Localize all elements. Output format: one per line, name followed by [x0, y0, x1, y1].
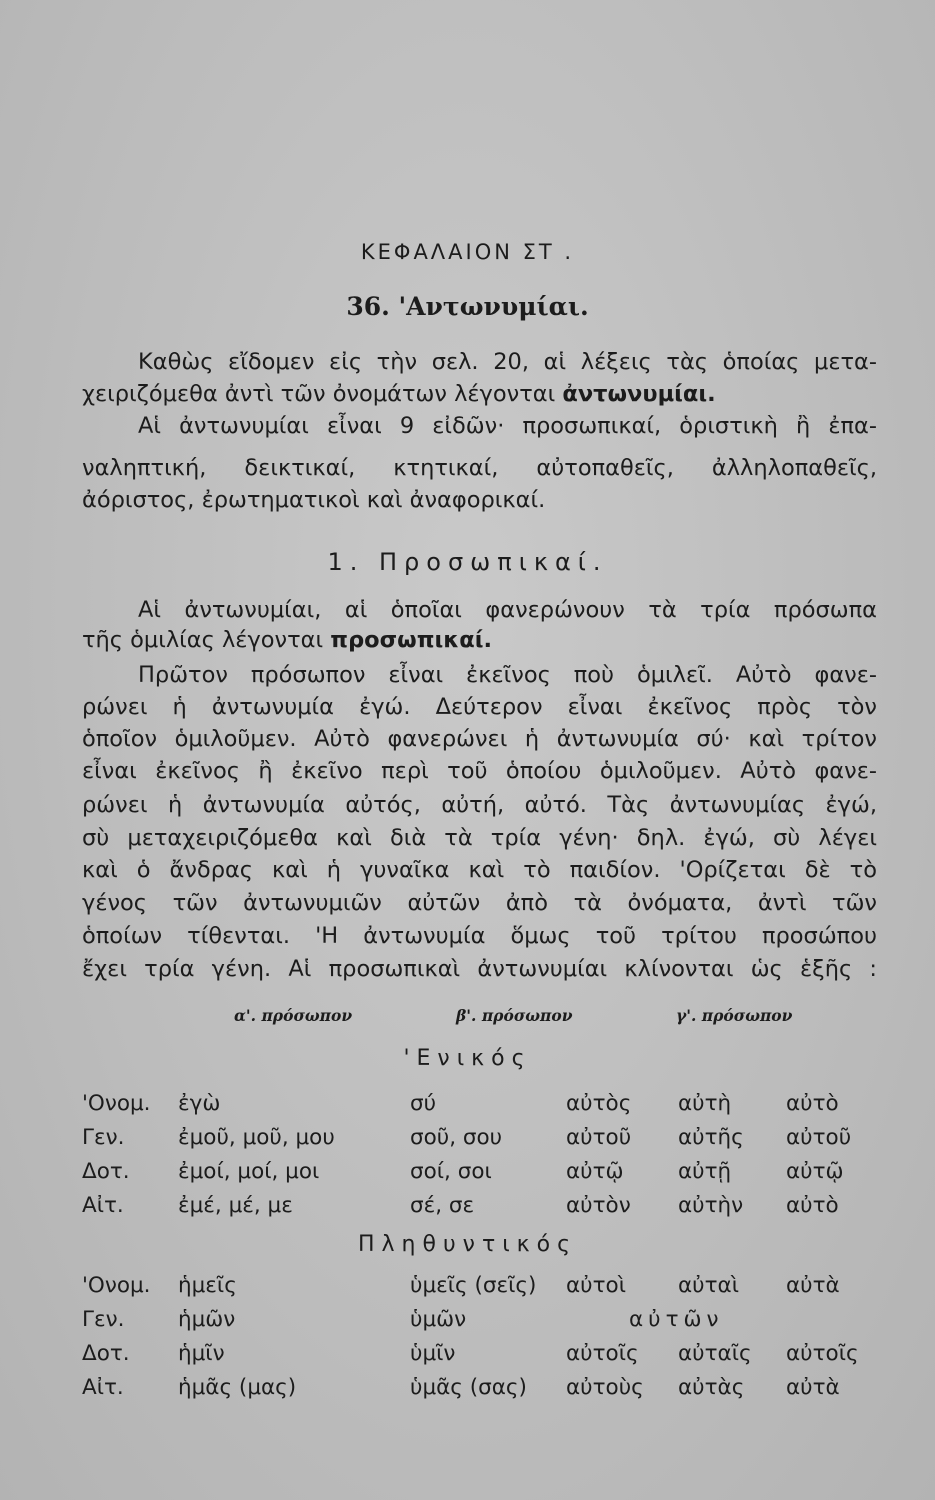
paragraph-line: καὶ ὁ ἄνδρας καὶ ἡ γυναῖκα καὶ τὸ παιδίον. 'Ορίζεται δὲ τὸ	[82, 857, 877, 883]
case-label: 'Ονομ.	[82, 1273, 151, 1298]
second-person-header: β'. πρόσωπον	[456, 1006, 573, 1025]
case-label: Γεν.	[82, 1307, 125, 1332]
table-cell: αὐτοῖς	[786, 1341, 859, 1366]
table-cell: αὐτὸ	[786, 1193, 839, 1218]
table-cell: αὐτῷ	[566, 1159, 624, 1184]
paragraph-line: Πρῶτον πρόσωπον εἶναι ἐκεῖνος ποὺ ὁμιλεῖ. Αὐτὸ φανε-	[138, 662, 877, 688]
paragraph-line	[82, 625, 877, 655]
paragraph-line: σὺ μεταχειριζόμεθα καὶ διὰ τὰ τρία γένη· δηλ. ἐγώ, σὺ λέγει	[82, 825, 877, 851]
table-row	[0, 1270, 935, 1302]
section-title: 36. 'Αντωνυμίαι.	[346, 292, 589, 321]
case-label: Αἰτ.	[82, 1375, 124, 1400]
table-cell: ἡμεῖς	[178, 1273, 237, 1298]
table-cell: ὑμᾶς (σας)	[410, 1375, 527, 1400]
table-cell: αὐτῆς	[678, 1125, 744, 1150]
table-cell: σέ, σε	[410, 1193, 475, 1218]
paragraph-line: γένος τῶν ἀντωνυμιῶν αὐτῶν ἀπὸ τὰ ὀνόματα, ἀντὶ τῶν	[82, 890, 877, 916]
table-cell: αὐταὶ	[678, 1273, 740, 1298]
first-person-header: α'. πρόσωπον	[234, 1006, 353, 1025]
table-cell: αὐτὸν	[566, 1193, 631, 1218]
paragraph-line: ἔχει τρία γένη. Αἱ προσωπικαὶ ἀντωνυμίαι κλίνονται ὡς ἑξῆς :	[82, 956, 877, 982]
table-row	[0, 1372, 935, 1404]
singular-heading: 'Ενικός	[403, 1046, 532, 1071]
emphasized-term: προσωπικαί.	[330, 627, 493, 653]
paragraph-line: Αἱ ἀντωνυμίαι εἶναι 9 εἰδῶν· προσωπικαί, ὁριστικὴ ἢ ἐπα-	[138, 413, 877, 439]
table-cell: αὐτὸ	[786, 1091, 839, 1116]
case-label: Αἰτ.	[82, 1193, 124, 1218]
table-cell: αὐτὸς	[566, 1091, 632, 1116]
table-cell: αὐτῇ	[678, 1159, 732, 1184]
table-cell-merged: αὐτῶν	[629, 1307, 724, 1332]
case-label: 'Ονομ.	[82, 1091, 151, 1116]
table-cell: αὐταῖς	[678, 1341, 752, 1366]
paragraph-line: ρώνει ἡ ἀντωνυμία αὐτός, αὐτή, αὐτό. Τὰς ἀντωνυμίας ἐγώ,	[82, 792, 877, 818]
table-cell: ὑμεῖς (σεῖς)	[410, 1273, 537, 1298]
table-cell: αὐτοῦ	[786, 1125, 852, 1150]
table-cell: σύ	[410, 1091, 437, 1116]
paragraph-line: εἶναι ἐκεῖνος ἢ ἐκεῖνο περὶ τοῦ ὁποίου ὁμιλοῦμεν. Αὐτὸ φανε-	[82, 758, 877, 784]
paragraph-line: ναληπτική, δεικτικαί, κτητικαί, αὐτοπαθεῖς, ἀλληλοπαθεῖς,	[82, 455, 877, 481]
paragraph-text: τῆς ὁμιλίας λέγονται	[82, 627, 324, 653]
paragraph-line: Καθὼς εἴδομεν εἰς τὴν σελ. 20, αἱ λέξεις τὰς ὁποίας μετα-	[138, 349, 877, 375]
paragraph-line: ὁποίων τίθενται. 'Η ἀντωνυμία ὅμως τοῦ τρίτου προσώπου	[82, 923, 877, 949]
table-cell: αὐτοὺς	[566, 1375, 644, 1400]
table-cell: αὐτοῦ	[566, 1125, 632, 1150]
table-cell: ὑμῖν	[410, 1341, 456, 1366]
table-cell: αὐτὴ	[678, 1091, 732, 1116]
emphasized-term: ἀντωνυμίαι.	[562, 381, 716, 407]
table-cell: ἡμῶν	[178, 1307, 236, 1332]
table-row	[0, 1122, 935, 1154]
third-person-header: γ'. πρόσωπον	[676, 1006, 793, 1025]
table-cell: αὐτὰ	[786, 1273, 840, 1298]
table-cell: αὐτὰς	[678, 1375, 745, 1400]
table-row	[0, 1088, 935, 1120]
table-cell: ἡμᾶς (μας)	[178, 1375, 297, 1400]
table-cell: σοί, σοι	[410, 1159, 492, 1184]
table-row	[0, 1304, 935, 1336]
table-cell: ἡμῖν	[178, 1341, 225, 1366]
table-cell: ἐμέ, μέ, με	[178, 1193, 293, 1218]
paragraph-text: χειριζόμεθα ἀντὶ τῶν ὀνομάτων λέγονται	[82, 381, 556, 407]
paragraph-line: ρώνει ἡ ἀντωνυμία ἐγώ. Δεύτερον εἶναι ἐκεῖνος πρὸς τὸν	[82, 694, 877, 720]
paragraph-line: ἀόριστος, ἐρωτηματικοὶ καὶ ἀναφορικαί.	[82, 487, 546, 513]
table-cell: ἐγὼ	[178, 1091, 221, 1116]
table-cell: σοῦ, σου	[410, 1125, 503, 1150]
table-cell: αὐτὴν	[678, 1193, 744, 1218]
case-label: Δοτ.	[82, 1159, 130, 1184]
plural-heading: Πληθυντικός	[357, 1232, 577, 1257]
case-label: Δοτ.	[82, 1341, 130, 1366]
table-cell: αὐτὰ	[786, 1375, 840, 1400]
paragraph-line	[82, 379, 877, 409]
table-cell: αὐτῷ	[786, 1159, 844, 1184]
table-row	[0, 1338, 935, 1370]
table-cell: αὐτοὶ	[566, 1273, 626, 1298]
table-cell: ὑμῶν	[410, 1307, 467, 1332]
chapter-heading: ΚΕΦΑΛΑΙΟΝ ΣΤ .	[360, 240, 575, 264]
paragraph-line: Αἱ ἀντωνυμίαι, αἱ ὁποῖαι φανερώνουν τὰ τρία πρόσωπα	[138, 597, 877, 623]
paragraph-line: ὁποῖον ὁμιλοῦμεν. Αὐτὸ φανερώνει ἡ ἀντωνυμία σύ· καὶ τρίτον	[82, 726, 877, 752]
table-row	[0, 1156, 935, 1188]
table-cell: ἐμοί, μοί, μοι	[178, 1159, 320, 1184]
table-row	[0, 1190, 935, 1222]
subheading-personal: 1. Προσωπικαί.	[327, 548, 608, 576]
table-cell: αὐτοῖς	[566, 1341, 639, 1366]
case-label: Γεν.	[82, 1125, 125, 1150]
table-cell: ἐμοῦ, μοῦ, μου	[178, 1125, 335, 1150]
